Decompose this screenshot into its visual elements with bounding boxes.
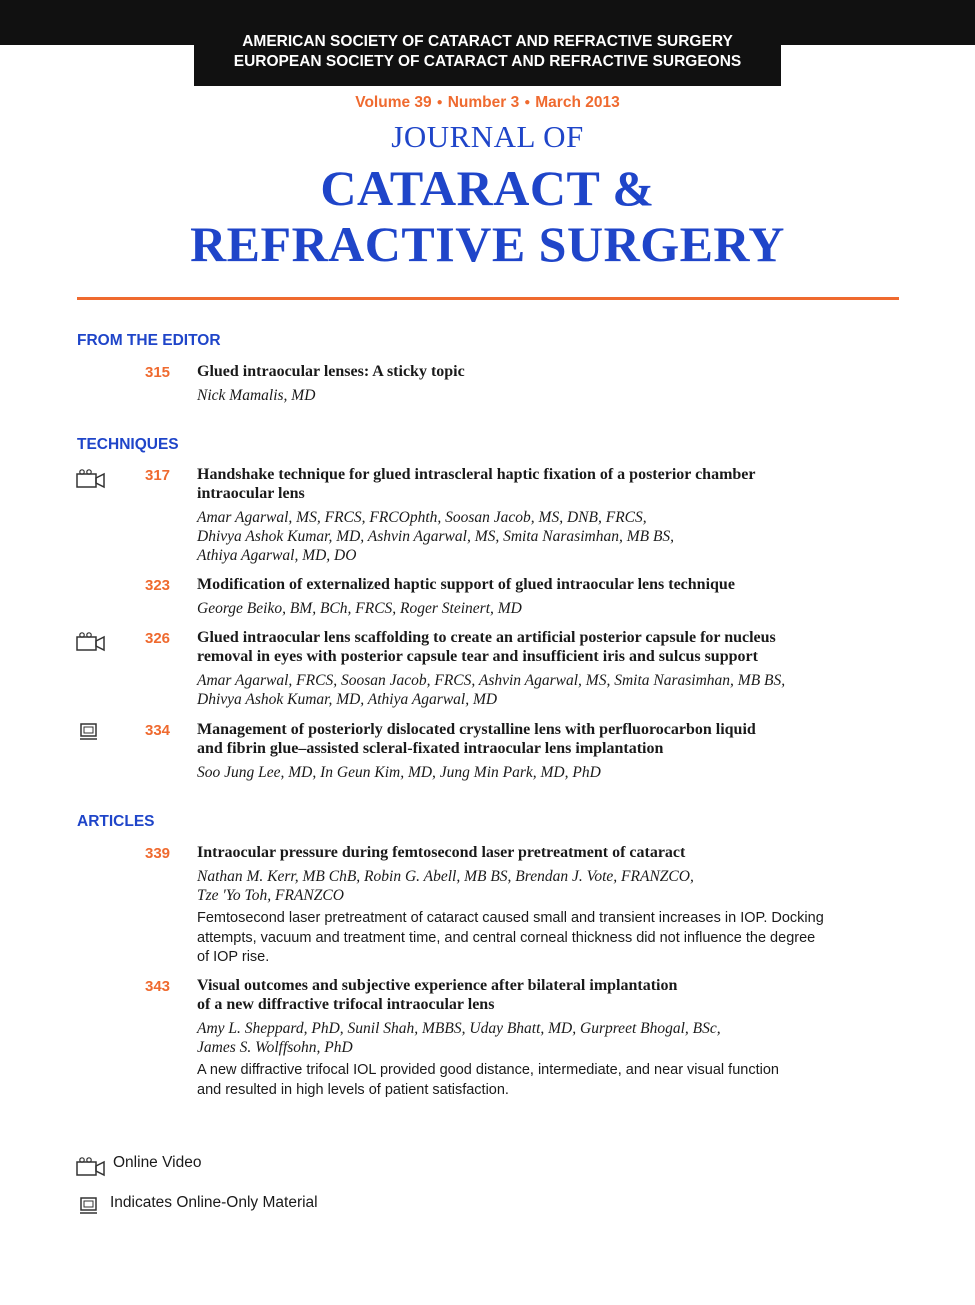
section-heading-articles: ARTICLES bbox=[77, 813, 155, 830]
article-title[interactable] bbox=[197, 976, 837, 1014]
article-title[interactable]: Modification of externalized haptic support of glued intraocular lens technique bbox=[197, 576, 735, 593]
title-line-2: REFRACTIVE SURGERY bbox=[190, 216, 785, 272]
journal-title bbox=[0, 160, 975, 272]
issue-info bbox=[0, 94, 975, 112]
article-authors: Nick Mamalis, MD bbox=[197, 387, 316, 404]
online-only-icon bbox=[79, 1196, 99, 1221]
authors-line: Athiya Agarwal, MD, DO bbox=[197, 547, 357, 564]
volume: Volume 39 bbox=[355, 94, 432, 111]
article-title[interactable]: Intraocular pressure during femtosecond laser pretreatment of cataract bbox=[197, 844, 686, 861]
summary-line: Femtosecond laser pretreatment of cataract caused small and transient increases in IOP. Docking bbox=[197, 910, 824, 926]
authors-line: Amar Agarwal, MS, FRCS, FRCOphth, Soosan Jacob, MS, DNB, FRCS, bbox=[197, 509, 647, 526]
article-title[interactable]: Glued intraocular lenses: A sticky topic bbox=[197, 363, 465, 380]
authors-line: Nathan M. Kerr, MB ChB, Robin G. Abell, MB BS, Brendan J. Vote, FRANZCO, bbox=[197, 868, 694, 885]
article-authors bbox=[197, 671, 837, 709]
orange-divider bbox=[77, 297, 899, 300]
title-line-1: CATARACT & bbox=[320, 160, 655, 216]
article-authors bbox=[197, 867, 837, 905]
legend-online-only: Indicates Online-Only Material bbox=[110, 1194, 318, 1211]
article-authors bbox=[197, 1019, 837, 1057]
society-line-1: AMERICAN SOCIETY OF CATARACT AND REFRACTIVE SURGERY bbox=[242, 33, 733, 50]
page-number: 339 bbox=[145, 845, 171, 862]
journal-of-label: JOURNAL OF bbox=[391, 119, 584, 154]
page-number: 317 bbox=[145, 467, 171, 484]
article-authors: George Beiko, BM, BCh, FRCS, Roger Steinert, MD bbox=[197, 600, 522, 617]
page-number: 315 bbox=[145, 364, 171, 381]
summary-line: of IOP rise. bbox=[197, 949, 270, 965]
section-heading-techniques: TECHNIQUES bbox=[77, 436, 179, 453]
page-number: 334 bbox=[145, 722, 171, 739]
article-authors bbox=[197, 508, 837, 565]
online-only-icon bbox=[79, 722, 99, 747]
article-title[interactable] bbox=[197, 628, 837, 666]
page-number: 323 bbox=[145, 577, 171, 594]
society-line-2: EUROPEAN SOCIETY OF CATARACT AND REFRACTIVE SURGEONS bbox=[233, 53, 742, 70]
page-number: 326 bbox=[145, 630, 171, 647]
authors-line: Dhivya Ashok Kumar, MD, Athiya Agarwal, MD bbox=[197, 691, 498, 708]
article-title[interactable] bbox=[197, 720, 837, 758]
summary-line: A new diffractive trifocal IOL provided good distance, intermediate, and near visual function bbox=[197, 1062, 779, 1078]
authors-line: Tze 'Yo Toh, FRANZCO bbox=[197, 887, 344, 904]
legend-online-video: Online Video bbox=[113, 1154, 202, 1171]
title-line: removal in eyes with posterior capsule tear and insufficient iris and sulcus support bbox=[197, 648, 758, 665]
section-heading-from-editor: FROM THE EDITOR bbox=[77, 332, 221, 349]
bullet-icon: ● bbox=[436, 97, 443, 108]
authors-line: Dhivya Ashok Kumar, MD, Ashvin Agarwal, MS, Smita Narasimhan, MB BS, bbox=[197, 528, 675, 545]
article-authors: Soo Jung Lee, MD, In Geun Kim, MD, Jung Min Park, MD, PhD bbox=[197, 764, 601, 781]
page-number: 343 bbox=[145, 978, 171, 995]
number: Number 3 bbox=[447, 94, 520, 111]
article-title[interactable] bbox=[197, 465, 837, 503]
title-line: Visual outcomes and subjective experience after bilateral implantation bbox=[197, 977, 678, 994]
summary-line: and resulted in high levels of patient satisfaction. bbox=[197, 1081, 509, 1098]
title-line: Glued intraocular lens scaffolding to create an artificial posterior capsule for nucleus bbox=[197, 629, 776, 646]
authors-line: James S. Wolffsohn, PhD bbox=[197, 1039, 353, 1056]
title-line: intraocular lens bbox=[197, 485, 305, 502]
video-camera-icon bbox=[76, 1157, 106, 1182]
authors-line: Amar Agarwal, FRCS, Soosan Jacob, FRCS, Ashvin Agarwal, MS, Smita Narasimhan, MB BS, bbox=[197, 672, 786, 689]
summary-line: attempts, vacuum and treatment time, and central corneal thickness did not influence the degree bbox=[197, 929, 816, 946]
video-camera-icon bbox=[76, 469, 106, 494]
society-banner bbox=[194, 30, 781, 86]
authors-line: Amy L. Sheppard, PhD, Sunil Shah, MBBS, Uday Bhatt, MD, Gurpreet Bhogal, BSc, bbox=[197, 1020, 721, 1037]
article-summary bbox=[197, 909, 837, 968]
title-line: of a new diffractive trifocal intraocular lens bbox=[197, 996, 495, 1013]
video-camera-icon bbox=[76, 632, 106, 657]
title-line: Management of posteriorly dislocated crystalline lens with perfluorocarbon liquid bbox=[197, 721, 756, 738]
date: March 2013 bbox=[535, 94, 620, 111]
bullet-icon: ● bbox=[524, 97, 531, 108]
article-summary bbox=[197, 1061, 837, 1100]
title-line: and fibrin glue–assisted scleral-fixated intraocular lens implantation bbox=[197, 740, 664, 757]
title-line: Handshake technique for glued intrascleral haptic fixation of a posterior chamber bbox=[197, 466, 756, 483]
